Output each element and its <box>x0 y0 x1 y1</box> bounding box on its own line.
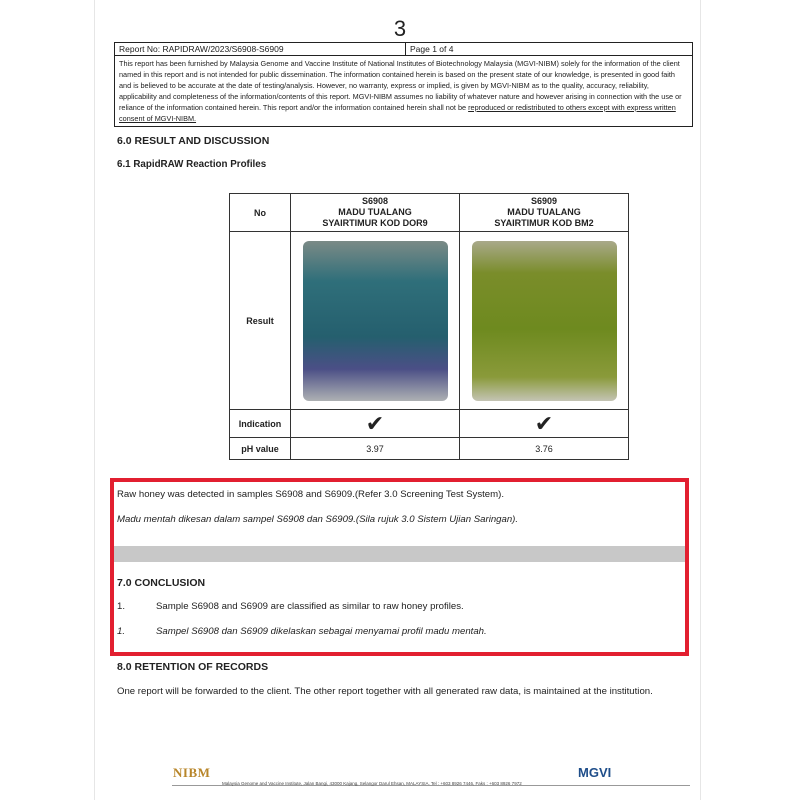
section-8-title: 8.0 RETENTION OF RECORDS <box>117 661 269 673</box>
sample-1-result-cell <box>291 232 460 410</box>
mgvi-logo: MGVI <box>578 765 612 780</box>
conclusion-number-1: 1. <box>117 601 126 612</box>
col-no-header: No <box>230 194 291 232</box>
section-6-1-subtitle: 6.1 RapidRAW Reaction Profiles <box>117 159 267 170</box>
sample-1-indication <box>291 410 460 438</box>
disclaimer-main: This report has been furnished by Malaysia Genome and Vaccine Institute of National Institutes of Biotechnology Malaysia (MGVI-NIBM) solely for the information of the client named in this report and is not intended for public dissemination. The information contained herein is based on the present state of our knowledge, is presented in good faith and is believed to be accurate at the date of testing/analysis. However, no warranty, express or implied, is given by MGVI-NIBM as to the quality, accuracy, reliability, applicability and completeness of the information/contents of this report. MGVI-NIBM assumes no liability of whatever nature and however arising in connection with the use or reliance of the information contained herein. This report and/or the information contained herein shall not be <box>119 59 682 112</box>
sample-1-header: S6908 MADU TUALANG SYAIRTIMUR KOD DOR9 <box>291 194 460 232</box>
footer-address: Malaysia Genome and Vaccine Institute, Jalan Bangi, 43000 Kajang, Selangor Darul Ehsan, MALAYSIA. Tel : +603 8926 7446, Faks : +603 8926 7972 <box>222 781 522 786</box>
section-6-title: 6.0 RESULT AND DISCUSSION <box>117 135 270 147</box>
sample-2-indication <box>460 410 629 438</box>
report-number: Report No: RAPIDRAW/2023/S6908-S6909 <box>115 43 406 55</box>
section-7-title: 7.0 CONCLUSION <box>117 577 206 589</box>
disclaimer-underlined: reproduced or redistributed to others except with express written consent of MGVI-NIBM. <box>119 103 676 123</box>
sample-1-tube-photo <box>303 241 448 401</box>
conclusion-number-2: 1. <box>117 626 126 637</box>
findings-malay: Madu mentah dikesan dalam sampel S6908 dan S6909.(Sila rujuk 3.0 Sistem Ujian Saringan). <box>117 514 519 525</box>
conclusion-english: Sample S6908 and S6909 are classified as similar to raw honey profiles. <box>156 601 464 612</box>
nibm-logo: NIBM <box>173 765 211 780</box>
checkmark-icon: ✔ <box>365 410 385 436</box>
result-row-label: Result <box>230 232 291 410</box>
reaction-profile-table <box>229 193 629 460</box>
retention-text: One report will be forwarded to the client. The other report together with all generated raw data, is maintained at the institution. <box>117 686 653 697</box>
findings-english: Raw honey was detected in samples S6908 and S6909.(Refer 3.0 Screening Test System). <box>117 489 504 500</box>
checkmark-icon: ✔ <box>534 410 554 436</box>
conclusion-malay: Sampel S6908 dan S6909 dikelaskan sebagai menyamai profil madu mentah. <box>156 626 487 637</box>
sample-2-ph: 3.76 <box>460 438 629 460</box>
sample-1-ph: 3.97 <box>291 438 460 460</box>
page-of: Page 1 of 4 <box>410 44 454 54</box>
page-number: 3 <box>393 16 407 41</box>
report-header <box>114 42 693 127</box>
sample-2-tube-photo <box>472 241 617 401</box>
sample-2-header: S6909 MADU TUALANG SYAIRTIMUR KOD BM2 <box>460 194 629 232</box>
disclaimer <box>115 56 692 126</box>
sample-2-result-cell <box>460 232 629 410</box>
ph-row-label: pH value <box>230 438 291 460</box>
indication-row-label: Indication <box>230 410 291 438</box>
